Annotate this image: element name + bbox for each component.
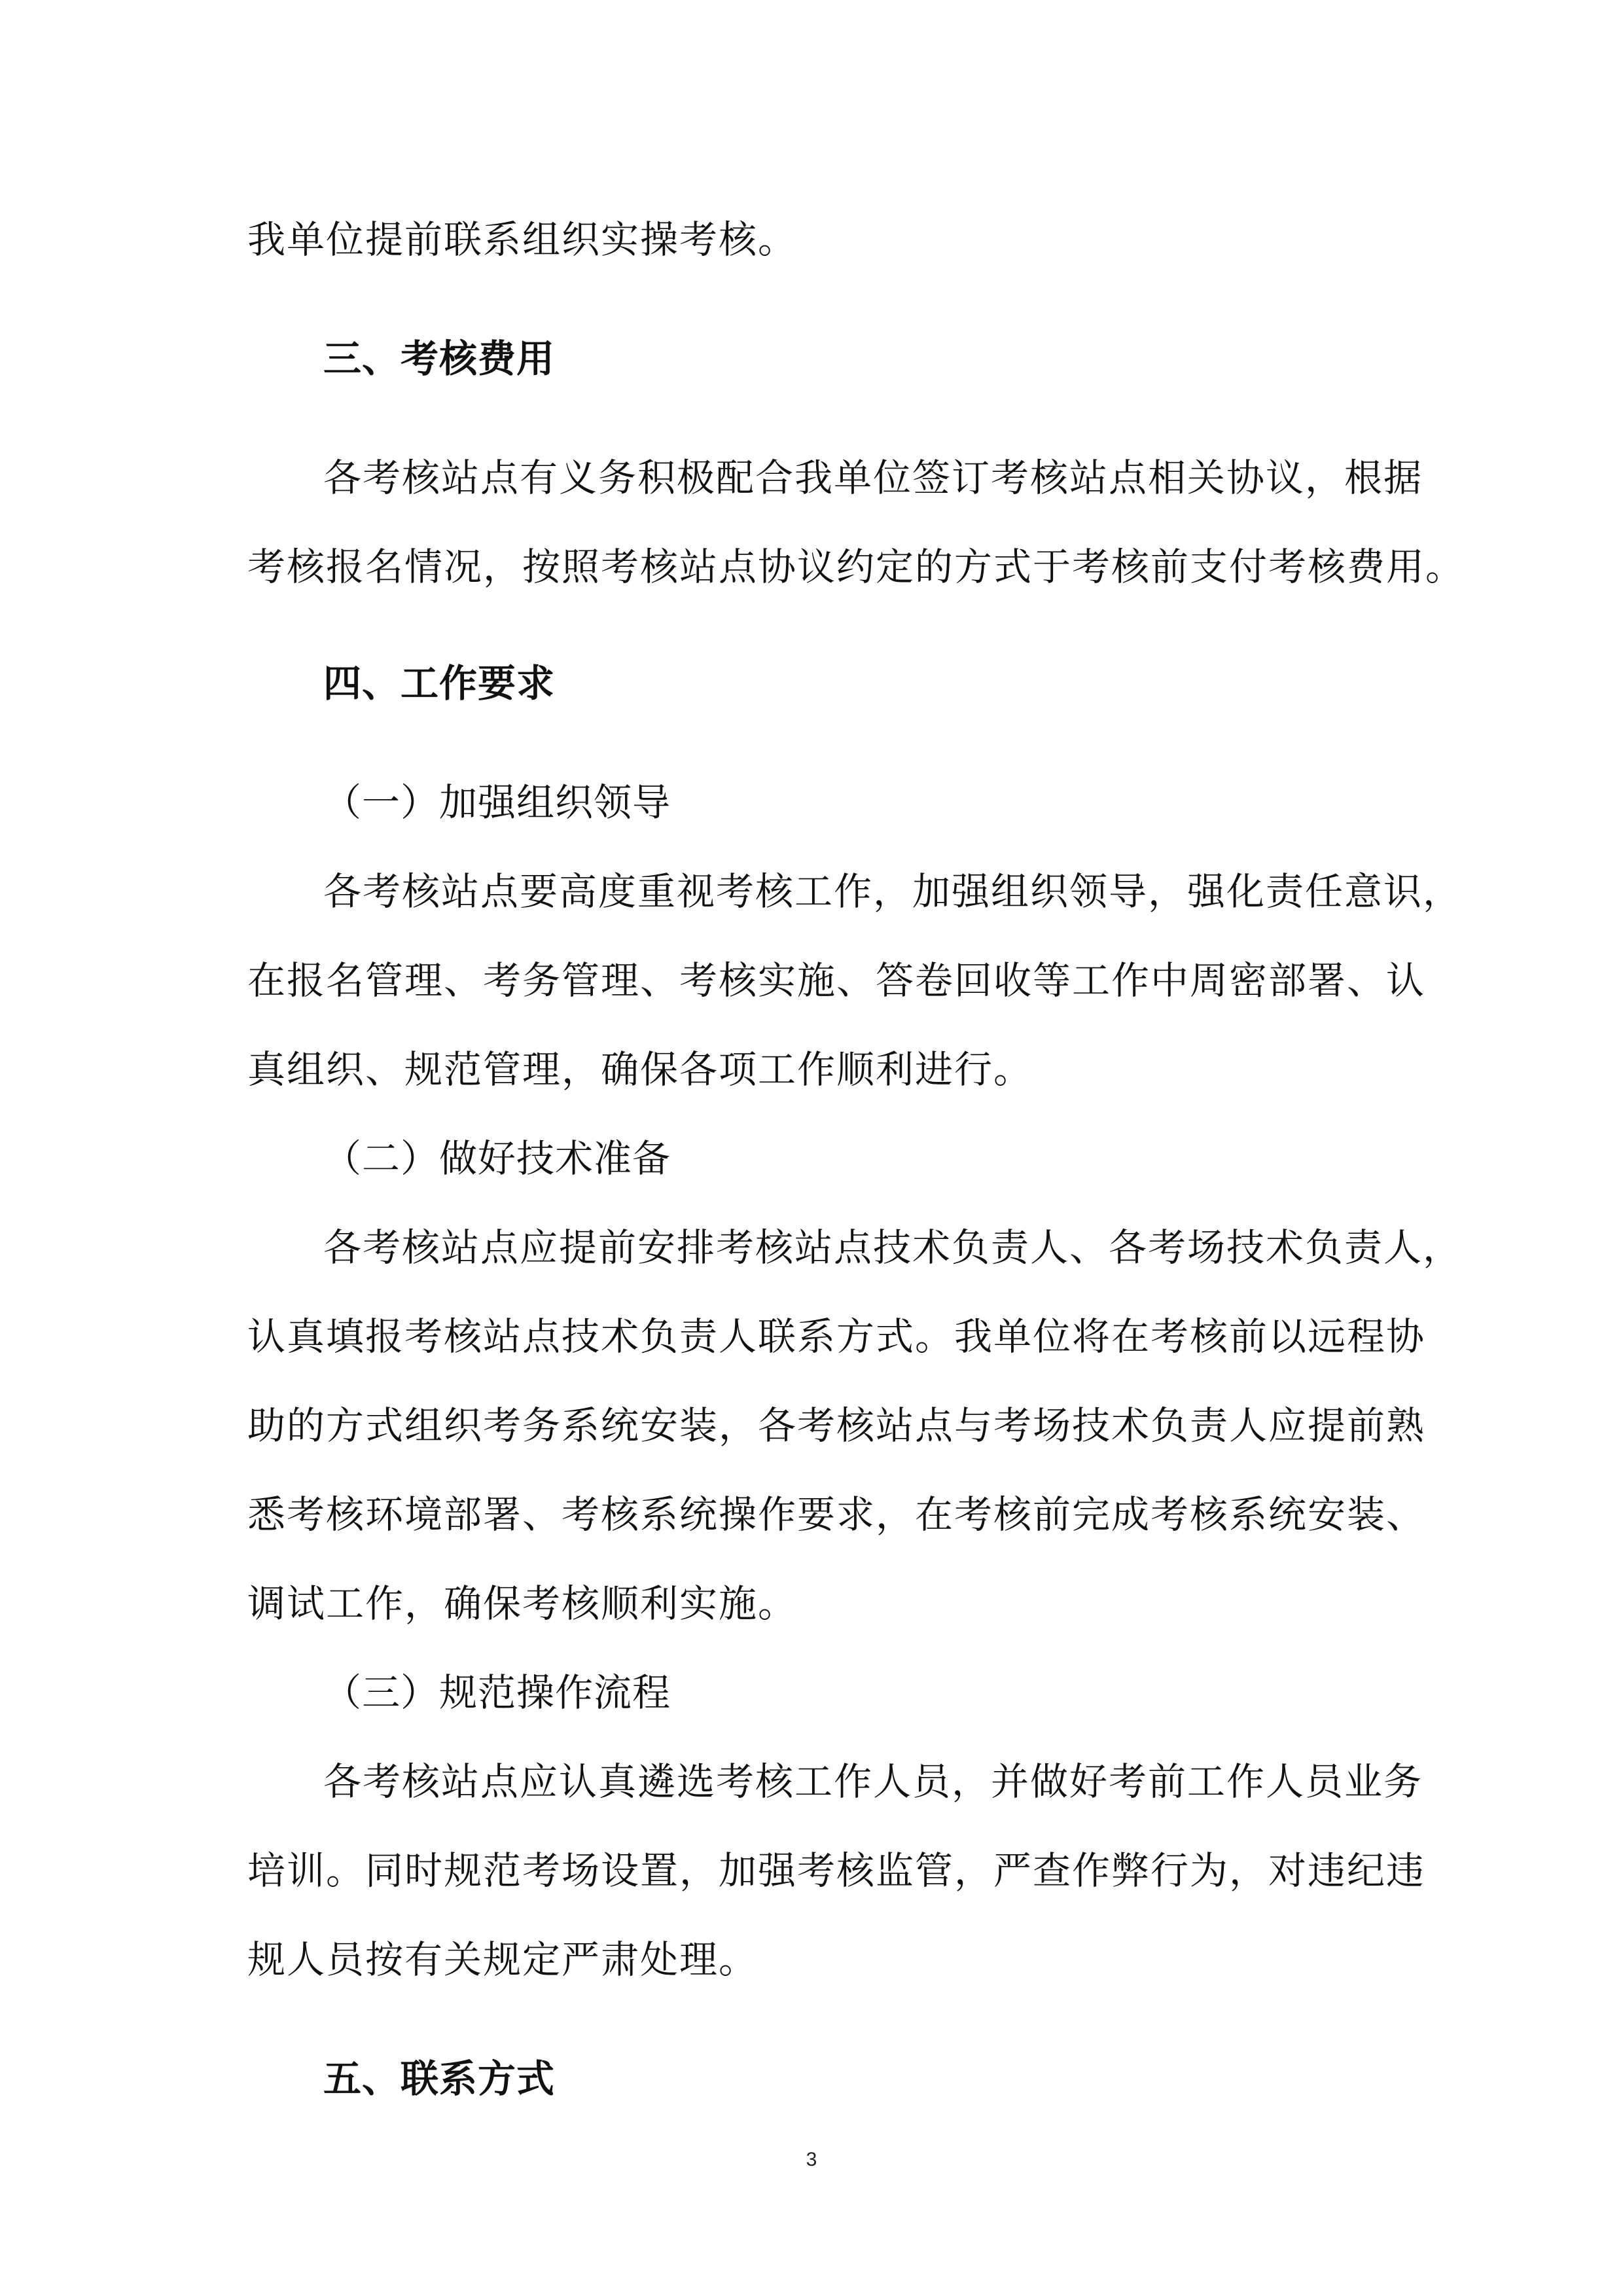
subsection-title-leadership: （一）加强组织领导 [323,780,671,825]
procedures-paragraph-line: 培训。同时规范考场设置，加强考核监管，严查作弊行为，对违纪违 [247,1848,1426,1893]
subsection-title-procedures: （三）规范操作流程 [323,1670,671,1715]
technical-paragraph-line: 助的方式组织考务系统安装，各考核站点与考场技术负责人应提前熟 [247,1403,1426,1448]
section-heading-contact: 五、联系方式 [323,2056,556,2101]
procedures-paragraph-line: 各考核站点应认真遴选考核工作人员，并做好考前工作人员业务 [323,1759,1423,1804]
procedures-paragraph-line: 规人员按有关规定严肃处理。 [247,1937,758,1982]
leadership-paragraph-line: 各考核站点要高度重视考核工作，加强组织领导，强化责任意识， [323,869,1463,914]
technical-paragraph-line: 调试工作，确保考核顺利实施。 [247,1581,798,1626]
fees-paragraph-line: 考核报名情况，按照考核站点协议约定的方式于考核前支付考核费用。 [247,545,1465,589]
technical-paragraph-line: 认真填报考核站点技术负责人联系方式。我单位将在考核前以远程协 [247,1314,1426,1359]
subsection-title-technical: （二）做好技术准备 [323,1136,671,1181]
leadership-paragraph-line: 在报名管理、考务管理、考核实施、答卷回收等工作中周密部署、认 [247,958,1426,1003]
fees-paragraph-line: 各考核站点有义务积极配合我单位签订考核站点相关协议，根据 [323,456,1423,500]
page-number: 3 [806,2149,817,2170]
section-heading-fees: 三、考核费用 [323,336,556,381]
technical-paragraph-line: 各考核站点应提前安排考核站点技术负责人、各考场技术负责人， [323,1225,1463,1270]
section-heading-requirements: 四、工作要求 [323,661,556,706]
technical-paragraph-line: 悉考核环境部署、考核系统操作要求，在考核前完成考核系统安装、 [247,1492,1426,1537]
continuation-line: 我单位提前联系组织实操考核。 [247,217,798,262]
leadership-paragraph-line: 真组织、规范管理，确保各项工作顺利进行。 [247,1047,1033,1092]
